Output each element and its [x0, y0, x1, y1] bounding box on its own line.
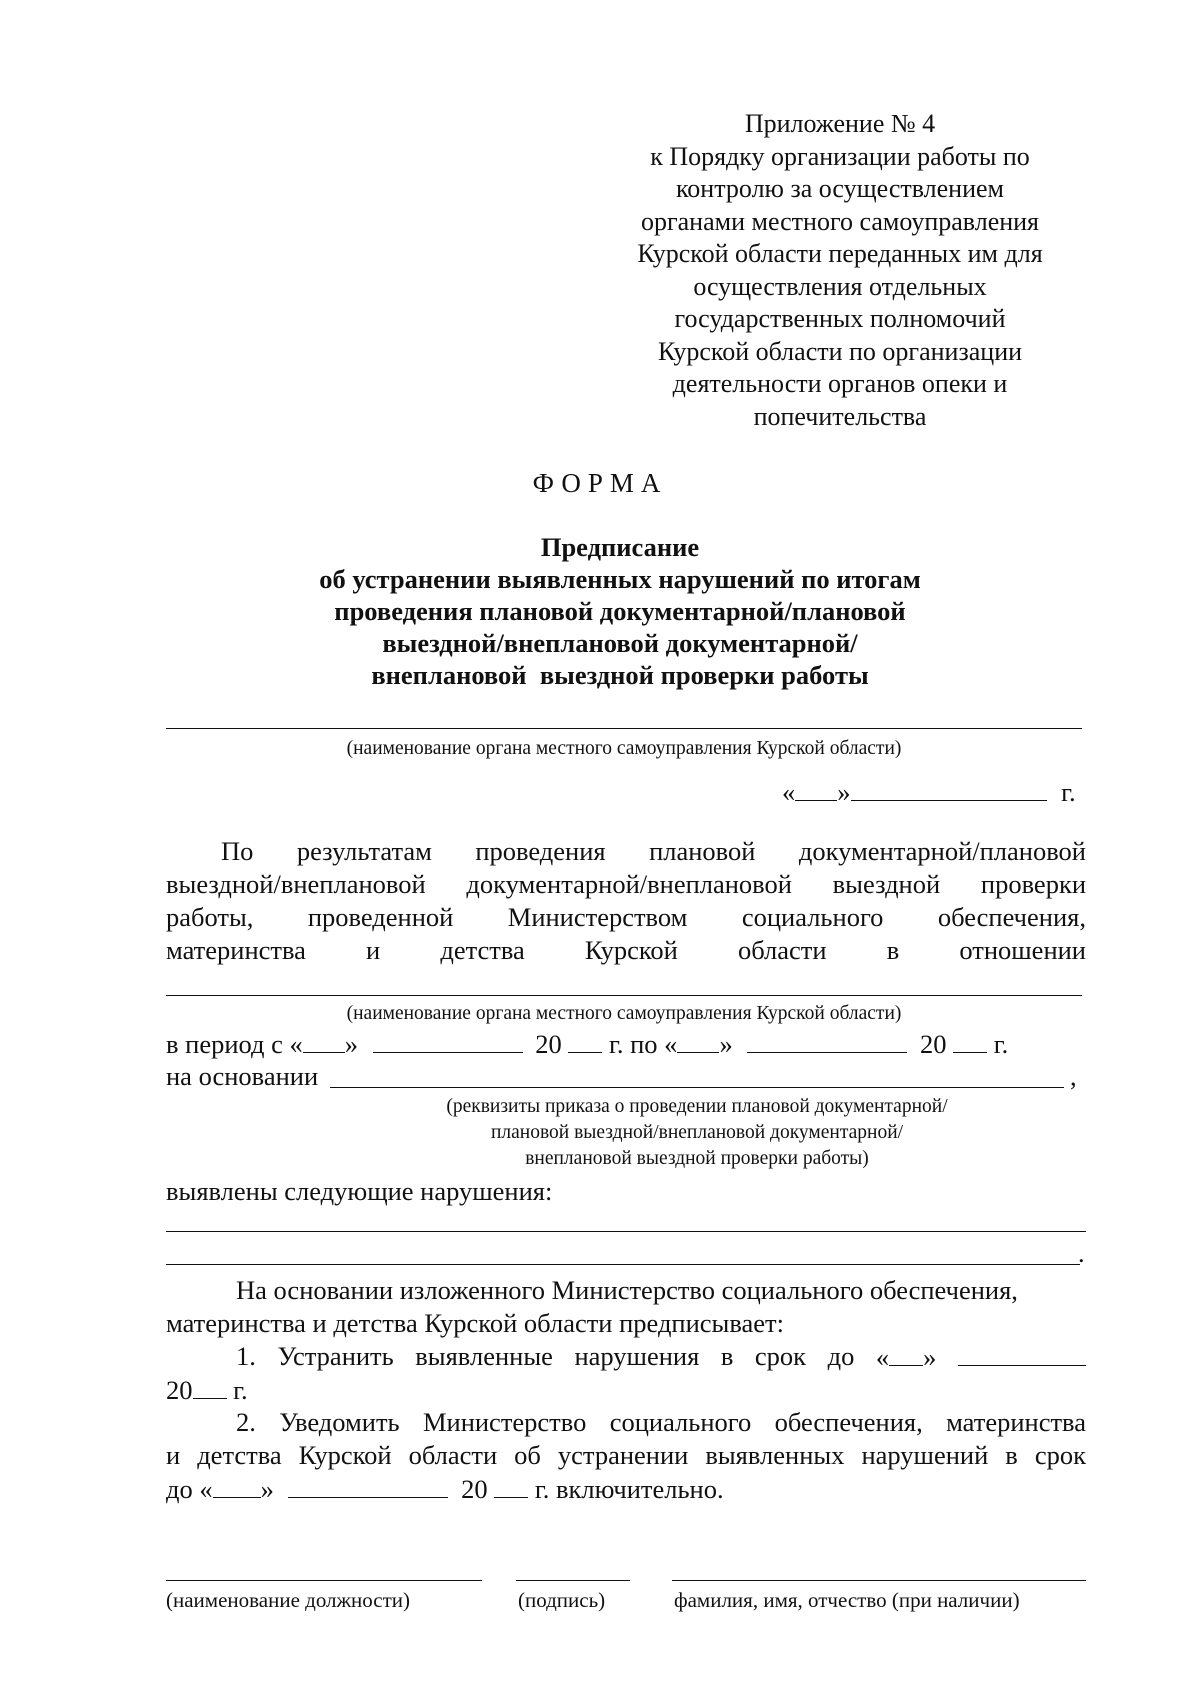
- appendix-line: Приложение № 4: [744, 109, 936, 138]
- item2-year-field[interactable]: [494, 1473, 528, 1498]
- word: Уведомить: [279, 1407, 400, 1437]
- appendix-line: осуществления отдельных: [693, 271, 987, 301]
- word: детства: [197, 1440, 282, 1470]
- violations-field-1[interactable]: [166, 1231, 1086, 1232]
- word: обеспечения,: [937, 902, 1086, 932]
- organ-name-field-2[interactable]: [166, 995, 1082, 996]
- word: об: [514, 1440, 541, 1470]
- item1-line1: [236, 1341, 1086, 1373]
- word: и: [166, 1440, 181, 1470]
- item2-line3: [166, 1473, 724, 1505]
- paragraph1-line3: [166, 902, 1086, 933]
- word: социального: [609, 1407, 752, 1437]
- word: социального: [741, 902, 884, 932]
- position-field[interactable]: [166, 1580, 482, 1581]
- open-quote: «: [875, 1342, 890, 1372]
- order-caption-3: внеплановой выездной проверки работы): [525, 1148, 869, 1169]
- paragraph1-line2: [166, 869, 1086, 900]
- word: Министерством: [507, 902, 688, 932]
- word: и: [366, 935, 381, 965]
- paragraph2-line2: материнства и детства Курской области предписывает:: [166, 1308, 784, 1338]
- item1-line2: [166, 1374, 248, 1406]
- word: Курской: [298, 1440, 392, 1470]
- organ-name-caption-2: (наименование органа местного самоуправления Курской области): [346, 1003, 902, 1024]
- word: выездной: [832, 869, 941, 899]
- year-prefix: 20: [919, 1029, 947, 1059]
- word: Курской: [584, 935, 678, 965]
- period-mid: г. по «: [609, 1029, 678, 1059]
- appendix-line: попечительства: [753, 401, 927, 431]
- close-quote: »: [837, 777, 851, 807]
- paragraph1-line1: [221, 836, 1086, 867]
- organ-name-caption: (наименование органа местного самоуправления Курской области): [346, 738, 902, 759]
- signature-field[interactable]: [516, 1580, 630, 1581]
- close-quote: »: [719, 1029, 733, 1059]
- word: выявленные: [415, 1341, 553, 1371]
- violations-label: выявлены следующие нарушения:: [166, 1176, 553, 1206]
- close-quote: »: [344, 1029, 358, 1059]
- title-line: об устранении выявленных нарушений по итогам: [319, 564, 921, 594]
- item2-prefix: до «: [166, 1474, 213, 1504]
- title-line: проведения плановой документарной/плановой: [334, 596, 906, 626]
- word: материнства: [946, 1407, 1086, 1437]
- word: Министерство: [422, 1407, 587, 1437]
- basis-comma: ,: [1070, 1061, 1077, 1091]
- year-suffix: г.: [233, 1375, 248, 1405]
- word: обеспечения,: [774, 1407, 923, 1437]
- word: выявленных: [705, 1440, 845, 1470]
- word: плановой: [649, 836, 756, 866]
- word: документарной/плановой: [798, 836, 1086, 866]
- item2-month-field[interactable]: [288, 1473, 448, 1498]
- word: устранении: [557, 1440, 689, 1470]
- item2-day-field[interactable]: [213, 1473, 261, 1498]
- word: отношении: [959, 935, 1086, 965]
- appendix-line: государственных полномочий: [674, 304, 1006, 333]
- form-label: ФОРМА: [532, 468, 668, 498]
- item1-deadline: [876, 1341, 937, 1373]
- organ-name-field[interactable]: [166, 728, 1082, 729]
- word: области: [408, 1440, 498, 1470]
- word: выездной/внеплановой: [166, 869, 426, 899]
- period-suffix: г.: [993, 1029, 1009, 1059]
- item2-line2: [166, 1440, 1086, 1471]
- word: в: [720, 1341, 734, 1371]
- appendix-line: органами местного самоуправления: [640, 206, 1040, 236]
- year-prefix: 20: [535, 1029, 562, 1059]
- violations-period: .: [1078, 1238, 1085, 1268]
- basis-label: на основании: [166, 1061, 319, 1091]
- appendix-header: [620, 108, 1060, 433]
- title-line: выездной/внеплановой документарной/: [382, 628, 858, 658]
- close-quote: »: [260, 1474, 274, 1504]
- item1-day-field[interactable]: [889, 1341, 923, 1366]
- month-year-field[interactable]: [851, 776, 1047, 801]
- year-prefix: 20: [461, 1474, 488, 1504]
- period-start-day-field[interactable]: [303, 1028, 345, 1053]
- signature-caption: (подпись): [518, 1588, 606, 1612]
- item1-year-field[interactable]: [193, 1374, 227, 1399]
- word: материнства: [166, 935, 306, 965]
- appendix-line: к Порядку организации работы по: [650, 141, 1030, 171]
- paragraph2-line1: На основании изложенного Министерство социального обеспечения,: [236, 1275, 1018, 1305]
- day-field[interactable]: [795, 776, 837, 801]
- order-caption-2: плановой выездной/внеплановой документарной/: [490, 1122, 904, 1143]
- position-caption: (наименование должности): [166, 1588, 411, 1612]
- period-start-month-field[interactable]: [373, 1028, 523, 1053]
- title-line: внеплановой выездной проверки работы: [371, 660, 869, 690]
- word: Устранить: [277, 1341, 394, 1371]
- order-caption-1: (реквизиты приказа о проведении плановой документарной/: [446, 1096, 948, 1117]
- full-name-caption: фамилия, имя, отчество (при наличии): [674, 1588, 1020, 1612]
- word: результатам: [296, 836, 432, 866]
- violations-field-2[interactable]: [166, 1264, 1080, 1265]
- document-title: [250, 531, 990, 691]
- item2-line1: [236, 1407, 1086, 1438]
- period-end-year-field[interactable]: [953, 1028, 987, 1053]
- title-line: Предписание: [540, 532, 700, 562]
- item2-suffix: г. включительно.: [534, 1474, 724, 1504]
- word: детства: [440, 935, 525, 965]
- word: в: [1005, 1440, 1018, 1470]
- word: 2.: [236, 1407, 256, 1437]
- period-prefix: в период с «: [166, 1029, 303, 1059]
- appendix-line: Курской области по организации: [657, 336, 1023, 366]
- word: области: [737, 935, 827, 965]
- word: По: [221, 836, 254, 866]
- word: до: [827, 1341, 855, 1371]
- word: документарной/внеплановой: [466, 869, 792, 899]
- word: нарушения: [574, 1341, 700, 1371]
- date-line: [782, 776, 1076, 808]
- period-end-day-field[interactable]: [677, 1028, 719, 1053]
- paragraph1-line4: [166, 935, 1086, 966]
- item1-month-field[interactable]: [958, 1341, 1086, 1366]
- word: проведенной: [307, 902, 454, 932]
- basis-field[interactable]: [330, 1087, 1064, 1088]
- word: нарушений: [861, 1440, 989, 1470]
- word: работы,: [166, 902, 254, 932]
- appendix-line: контролю за осуществлением: [676, 174, 1004, 203]
- period-line: [166, 1028, 1008, 1060]
- period-start-year-field[interactable]: [568, 1028, 602, 1053]
- close-quote: »: [923, 1342, 937, 1372]
- full-name-field[interactable]: [672, 1580, 1086, 1581]
- word: проверки: [980, 869, 1086, 899]
- appendix-line: Курской области переданных им для: [637, 239, 1043, 268]
- word: срок: [754, 1341, 807, 1371]
- word: 1.: [236, 1341, 256, 1371]
- appendix-line: деятельности органов опеки и: [672, 369, 1008, 398]
- period-end-month-field[interactable]: [747, 1028, 907, 1053]
- open-quote: «: [782, 777, 796, 807]
- word: в: [886, 935, 900, 965]
- word: срок: [1034, 1440, 1086, 1470]
- year-suffix: г.: [1061, 777, 1076, 807]
- year-prefix: 20: [166, 1375, 193, 1405]
- word: проведения: [475, 836, 606, 866]
